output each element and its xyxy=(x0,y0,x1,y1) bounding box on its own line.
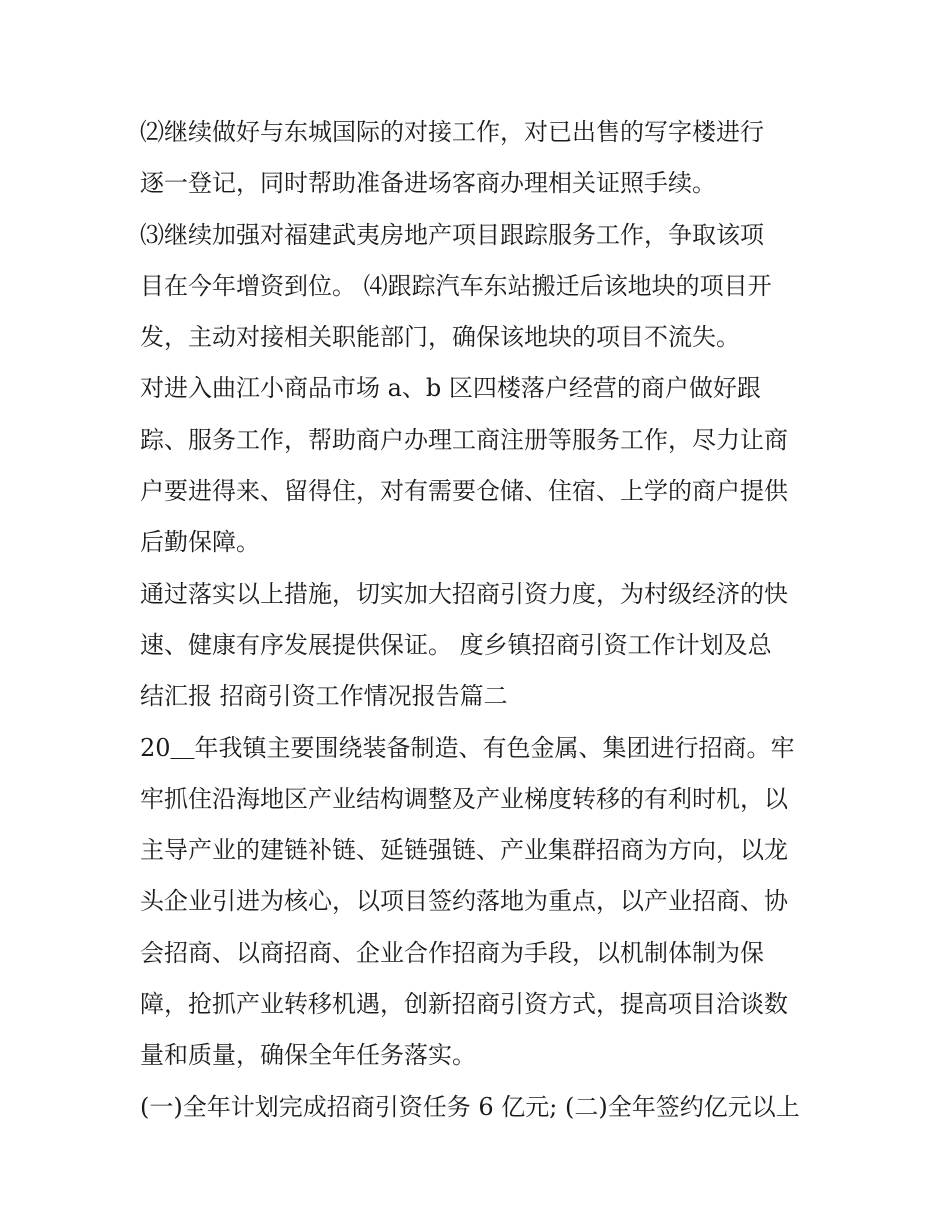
document-body xyxy=(140,107,820,1133)
text-line: 牢抓住沿海地区产业结构调整及产业梯度转移的有利时机，以 xyxy=(140,784,788,813)
text-line: 逐一登记，同时帮助准备进场客商办理相关证照手续。 xyxy=(140,169,716,198)
text-line: 头企业引进为核心，以项目签约落地为重点，以产业招商、协 xyxy=(140,887,788,916)
text-line: 目在今年增资到位。 ⑷跟踪汽车东站搬迁后该地块的项目开 xyxy=(140,271,772,300)
text-line: 发，主动对接相关职能部门，确保该地块的项目不流失。 xyxy=(140,323,740,352)
text-line: 速、健康有序发展提供保证。 度乡镇招商引资工作计划及总 xyxy=(140,630,772,659)
text-line: 主导产业的建链补链、延链强链、产业集群招商为方向，以龙 xyxy=(140,836,788,865)
text-line: 结汇报 招商引资工作情况报告篇二 xyxy=(140,682,508,711)
text-line: 踪、服务工作，帮助商户办理工商注册等服务工作，尽力让商 xyxy=(140,425,788,454)
text-line: ⑵继续做好与东城国际的对接工作，对已出售的写字楼进行 xyxy=(140,118,764,146)
text-line: (一)全年计划完成招商引资任务 6 亿元; (二)全年签约亿元以上 xyxy=(140,1092,800,1121)
text-line: 障，抢抓产业转移机遇，创新招商引资方式，提高项目洽谈数 xyxy=(140,990,788,1019)
text-line: 后勤保障。 xyxy=(140,528,260,557)
text-line: 量和质量，确保全年任务落实。 xyxy=(140,1041,476,1070)
text-line: 20＿年我镇主要围绕装备制造、有色金属、集团进行招商。牢 xyxy=(140,733,795,762)
text-line: 对进入曲江小商品市场 a、b 区四楼落户经营的商户做好跟 xyxy=(140,374,761,403)
text-line: 会招商、以商招商、企业合作招商为手段，以机制体制为保 xyxy=(140,938,764,967)
text-line: ⑶继续加强对福建武夷房地产项目跟踪服务工作，争取该项 xyxy=(140,220,764,249)
text-line: 户要进得来、留得住，对有需要仓储、住宿、上学的商户提供 xyxy=(140,477,788,506)
text-line: 通过落实以上措施，切实加大招商引资力度，为村级经济的快 xyxy=(140,579,788,608)
